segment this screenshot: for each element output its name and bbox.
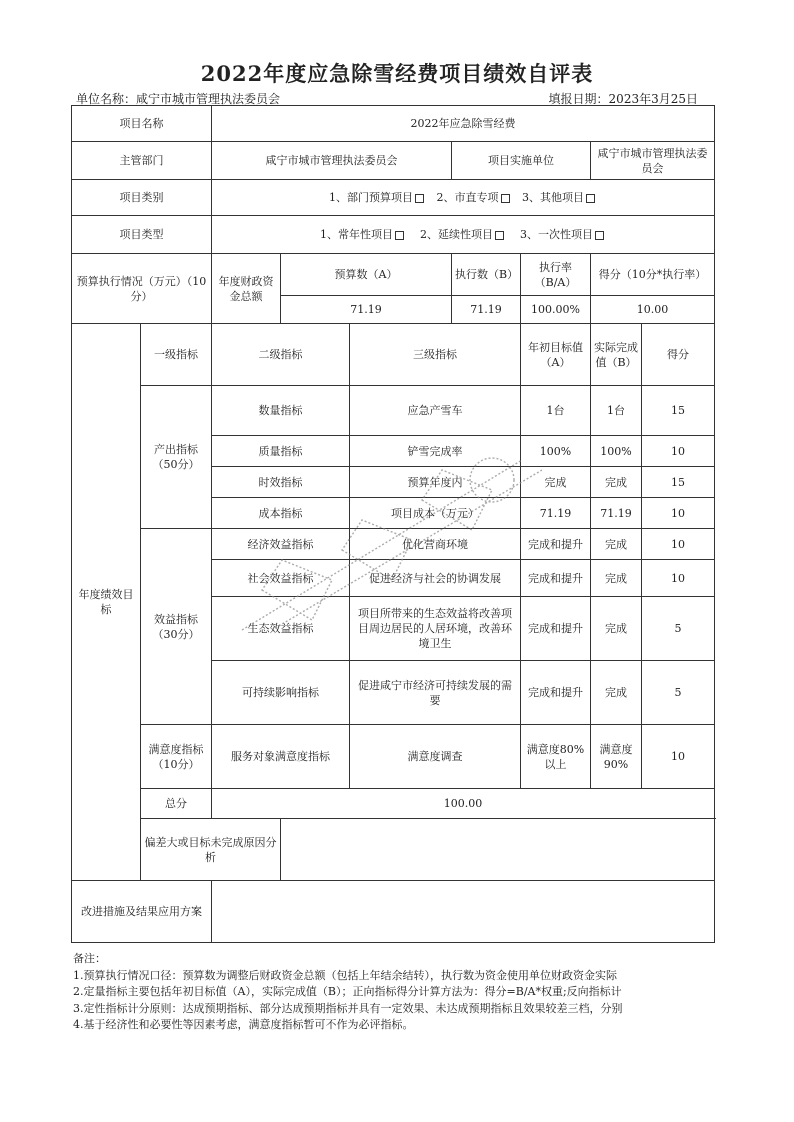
checkbox-icon[interactable] bbox=[501, 194, 510, 203]
exec-rate-value: 100.00% bbox=[521, 296, 591, 324]
level2-cell: 质量指标 bbox=[212, 436, 350, 467]
type-option-3: 3、一次性项目 bbox=[520, 228, 593, 241]
project-name-value: 2022年应急除雪经费 bbox=[212, 106, 715, 142]
output-indicator-label: 产出指标（50分） bbox=[141, 386, 212, 529]
score-cell: 10 bbox=[642, 436, 715, 467]
total-label: 总分 bbox=[141, 789, 212, 819]
level3-cell: 预算年度内 bbox=[350, 467, 521, 498]
fiscal-total-label: 年度财政资金总额 bbox=[212, 254, 281, 324]
note-line: 3.定性指标计分原则：达成预期指标、部分达成预期指标并具有一定效果、未达成预期指标且效果较差三档，分别 bbox=[73, 1001, 623, 1015]
actual-cell: 完成 bbox=[591, 529, 642, 560]
score-cell: 5 bbox=[642, 661, 715, 725]
budget-amount-label: 预算数（A） bbox=[281, 254, 452, 296]
header-score: 得分 bbox=[642, 324, 715, 386]
table-row bbox=[72, 725, 715, 789]
budget-score-label: 得分（10分*执行率） bbox=[591, 254, 715, 296]
fill-date: 填报日期：2023年3月25日 bbox=[548, 92, 698, 106]
level2-cell: 数量指标 bbox=[212, 386, 350, 436]
benefit-indicator-label: 效益指标（30分） bbox=[141, 529, 212, 725]
category-option-1: 1、部门预算项目 bbox=[329, 191, 413, 204]
evaluation-table bbox=[71, 105, 715, 943]
category-option-2: 2、市直专项 bbox=[436, 191, 499, 204]
score-cell: 10 bbox=[642, 560, 715, 597]
type-options bbox=[212, 216, 715, 254]
header-level1: 一级指标 bbox=[141, 324, 212, 386]
level2-cell: 生态效益指标 bbox=[212, 597, 350, 661]
deviation-value[interactable] bbox=[281, 819, 715, 881]
actual-cell: 完成 bbox=[591, 467, 642, 498]
header-level2: 二级指标 bbox=[212, 324, 350, 386]
type-option-1: 1、常年性项目 bbox=[320, 228, 393, 241]
checkbox-icon[interactable] bbox=[595, 231, 604, 240]
category-options bbox=[212, 180, 715, 216]
exec-amount-label: 执行数（B） bbox=[452, 254, 521, 296]
header-actual: 实际完成值（B） bbox=[591, 324, 642, 386]
note-line: 备注： bbox=[73, 952, 106, 965]
note-line: 4.基于经济性和必要性等因素考虑，满意度指标暂可不作为必评指标。 bbox=[73, 1018, 414, 1031]
level2-cell: 经济效益指标 bbox=[212, 529, 350, 560]
actual-cell: 完成 bbox=[591, 560, 642, 597]
score-cell: 5 bbox=[642, 597, 715, 661]
target-cell: 1台 bbox=[521, 386, 591, 436]
actual-cell: 100% bbox=[591, 436, 642, 467]
level2-cell: 成本指标 bbox=[212, 498, 350, 529]
target-cell: 完成和提升 bbox=[521, 661, 591, 725]
exec-amount-value: 71.19 bbox=[452, 296, 521, 324]
category-option-3: 3、其他项目 bbox=[522, 191, 584, 204]
header-level3: 三级指标 bbox=[350, 324, 521, 386]
actual-cell: 1台 bbox=[591, 386, 642, 436]
target-cell: 完成和提升 bbox=[521, 597, 591, 661]
target-cell: 完成和提升 bbox=[521, 529, 591, 560]
level3-cell: 应急产雪车 bbox=[350, 386, 521, 436]
target-cell: 100% bbox=[521, 436, 591, 467]
total-value: 100.00 bbox=[212, 789, 715, 819]
type-option-2: 2、延续性项目 bbox=[420, 228, 493, 241]
level3-cell: 促进经济与社会的协调发展 bbox=[350, 560, 521, 597]
table-row bbox=[72, 386, 715, 436]
dept-label: 主管部门 bbox=[72, 142, 212, 180]
checkbox-icon[interactable] bbox=[495, 231, 504, 240]
header-target: 年初目标值（A） bbox=[521, 324, 591, 386]
score-cell: 15 bbox=[642, 386, 715, 436]
impl-label: 项目实施单位 bbox=[452, 142, 591, 180]
actual-cell: 完成 bbox=[591, 597, 642, 661]
level3-cell: 铲雪完成率 bbox=[350, 436, 521, 467]
score-cell: 10 bbox=[642, 529, 715, 560]
note-line: 2.定量指标主要包括年初目标值（A），实际完成值（B）；正向指标得分计算方法为：得分=B/A*权重;反向指标计 bbox=[73, 985, 622, 998]
checkbox-icon[interactable] bbox=[586, 194, 595, 203]
score-cell: 10 bbox=[642, 725, 715, 789]
performance-group-label: 年度绩效目标 bbox=[72, 324, 141, 881]
level2-cell: 服务对象满意度指标 bbox=[212, 725, 350, 789]
note-line: 1.预算执行情况口径：预算数为调整后财政资金总额（包括上年结余结转），执行数为资金使用单位财政资金实际 bbox=[73, 968, 617, 982]
level3-cell: 项目成本（万元） bbox=[350, 498, 521, 529]
budget-score-value: 10.00 bbox=[591, 296, 715, 324]
actual-cell: 71.19 bbox=[591, 498, 642, 529]
page-title: 2022年度应急除雪经费项目绩效自评表 bbox=[200, 61, 594, 86]
budget-amount-value: 71.19 bbox=[281, 296, 452, 324]
impl-value: 咸宁市城市管理执法委员会 bbox=[591, 142, 715, 180]
type-label: 项目类型 bbox=[72, 216, 212, 254]
target-cell: 完成和提升 bbox=[521, 560, 591, 597]
deviation-label: 偏差大或目标未完成原因分析 bbox=[141, 819, 281, 881]
notes-section bbox=[73, 951, 718, 1034]
table-row bbox=[72, 529, 715, 560]
dept-value: 咸宁市城市管理执法委员会 bbox=[212, 142, 452, 180]
level2-cell: 时效指标 bbox=[212, 467, 350, 498]
level2-cell: 可持续影响指标 bbox=[212, 661, 350, 725]
budget-label: 预算执行情况（万元）（10分） bbox=[72, 254, 212, 324]
checkbox-icon[interactable] bbox=[395, 231, 404, 240]
unit-name: 单位名称：咸宁市城市管理执法委员会 bbox=[76, 92, 281, 106]
target-cell: 满意度80%以上 bbox=[521, 725, 591, 789]
category-label: 项目类别 bbox=[72, 180, 212, 216]
level2-cell: 社会效益指标 bbox=[212, 560, 350, 597]
checkbox-icon[interactable] bbox=[415, 194, 424, 203]
level3-cell: 满意度调查 bbox=[350, 725, 521, 789]
target-cell: 71.19 bbox=[521, 498, 591, 529]
exec-rate-label: 执行率（B/A） bbox=[521, 254, 591, 296]
score-cell: 10 bbox=[642, 498, 715, 529]
target-cell: 完成 bbox=[521, 467, 591, 498]
score-cell: 15 bbox=[642, 467, 715, 498]
improve-label: 改进措施及结果应用方案 bbox=[72, 881, 212, 943]
improve-value[interactable] bbox=[212, 881, 715, 943]
level3-cell: 项目所带来的生态效益将改善项目周边居民的人居环境，改善环境卫生 bbox=[350, 597, 521, 661]
level3-cell: 优化营商环境 bbox=[350, 529, 521, 560]
level3-cell: 促进咸宁市经济可持续发展的需要 bbox=[350, 661, 521, 725]
project-name-label: 项目名称 bbox=[72, 106, 212, 142]
satisfaction-indicator-label: 满意度指标（10分） bbox=[141, 725, 212, 789]
actual-cell: 完成 bbox=[591, 661, 642, 725]
actual-cell: 满意度90% bbox=[591, 725, 642, 789]
